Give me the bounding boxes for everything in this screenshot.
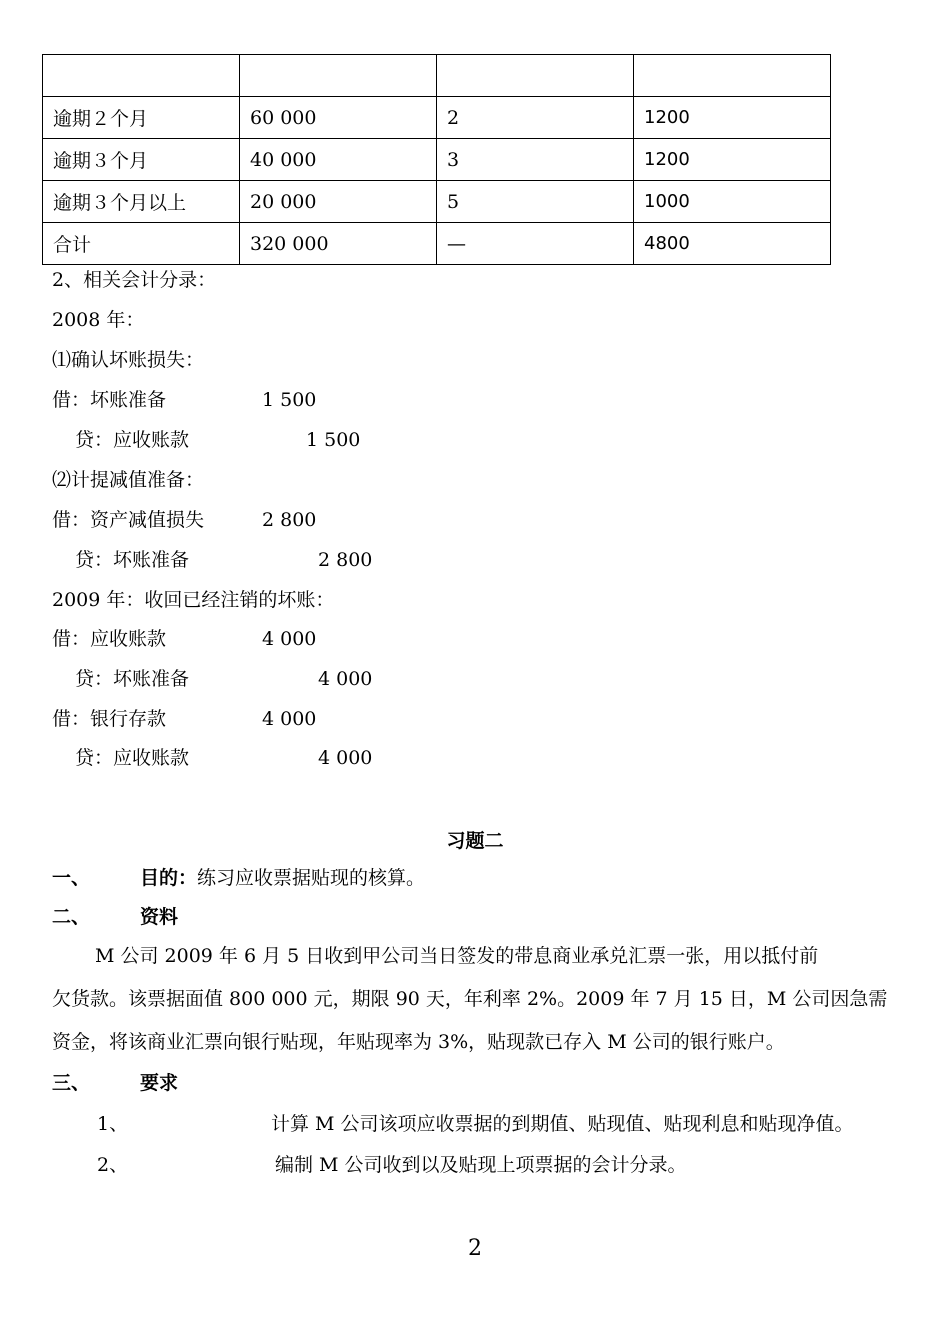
- table-cell: 1000: [634, 181, 831, 223]
- material-paragraph-line-3: 资金，将该商业汇票向银行贴现，年贴现率为 3%，贴现款已存入 M 公司的银行账户。: [52, 1031, 785, 1053]
- table-cell: 1200: [634, 139, 831, 181]
- table-cell: —: [437, 223, 634, 265]
- table-cell: 4800: [634, 223, 831, 265]
- section-1-text: 练习应收票据贴现的核算。: [197, 867, 426, 889]
- section-1-label: 目的：: [140, 867, 198, 889]
- step-2-label: ⑵计提减值准备：: [52, 469, 205, 491]
- table-cell: 逾期３个月: [43, 139, 240, 181]
- table-cell: [43, 55, 240, 97]
- table-cell: 合计: [43, 223, 240, 265]
- entry-1-credit: 贷：应收账款: [75, 429, 190, 451]
- entry-3-credit: 贷：坏账准备: [75, 668, 190, 690]
- table-cell: 2: [437, 97, 634, 139]
- material-paragraph-line-1: M 公司 2009 年 6 月 5 日收到甲公司当日签发的带息商业承兑汇票一张，用以抵付前: [95, 945, 819, 967]
- entries-heading: 2、相关会计分录：: [52, 269, 217, 291]
- table-row: [43, 139, 831, 181]
- entry-2-debit-amount: 2 800: [262, 509, 317, 531]
- step-1-label: ⑴确认坏账损失：: [52, 349, 205, 371]
- section-1-number: 一、: [52, 867, 91, 889]
- section-1-line: [140, 866, 425, 890]
- table-row: [43, 181, 831, 223]
- table-cell: 5: [437, 181, 634, 223]
- table-cell: 逾期２个月: [43, 97, 240, 139]
- table-row: [43, 223, 831, 265]
- entry-3-debit: 借：应收账款: [52, 628, 167, 650]
- table-cell: 20 000: [240, 181, 437, 223]
- entry-3-debit-amount: 4 000: [262, 628, 317, 650]
- table-cell: 1200: [634, 97, 831, 139]
- entry-4-debit-amount: 4 000: [262, 708, 317, 730]
- requirement-1-number: 1、: [97, 1113, 129, 1135]
- table-cell: [437, 55, 634, 97]
- table-cell: 40 000: [240, 139, 437, 181]
- section-2-label: 资料: [140, 906, 179, 928]
- entry-1-credit-amount: 1 500: [306, 429, 361, 451]
- section-2-number: 二、: [52, 906, 91, 928]
- entry-2-credit: 贷：坏账准备: [75, 549, 190, 571]
- table-row: [43, 97, 831, 139]
- table-cell: 3: [437, 139, 634, 181]
- entry-3-credit-amount: 4 000: [318, 668, 373, 690]
- requirement-2-text: 编制 M 公司收到以及贴现上项票据的会计分录。: [275, 1154, 687, 1176]
- requirement-2-number: 2、: [97, 1154, 129, 1176]
- table-row: [43, 55, 831, 97]
- year-2008-label: 2008 年：: [52, 309, 145, 331]
- table-cell: [634, 55, 831, 97]
- entry-4-credit-amount: 4 000: [318, 747, 373, 769]
- entry-4-debit: 借：银行存款: [52, 708, 167, 730]
- section-3-number: 三、: [52, 1072, 91, 1094]
- entry-2-credit-amount: 2 800: [318, 549, 373, 571]
- table-cell: 逾期３个月以上: [43, 181, 240, 223]
- table-cell: [240, 55, 437, 97]
- entry-1-debit-amount: 1 500: [262, 389, 317, 411]
- year-2009-label: 2009 年：收回已经注销的坏账：: [52, 589, 335, 611]
- entry-2-debit: 借：资产减值损失: [52, 509, 205, 531]
- page-number: 2: [468, 1236, 482, 1261]
- table-cell: 60 000: [240, 97, 437, 139]
- table-cell: 320 000: [240, 223, 437, 265]
- aging-table: [42, 54, 831, 265]
- entry-4-credit: 贷：应收账款: [75, 747, 190, 769]
- entry-1-debit: 借：坏账准备: [52, 389, 167, 411]
- material-paragraph-line-2: 欠货款。该票据面值 800 000 元，期限 90 天，年利率 2%。2009 年 7 月 15 日，M 公司因急需: [52, 988, 888, 1010]
- requirement-1-text: 计算 M 公司该项应收票据的到期值、贴现值、贴现利息和贴现净值。: [271, 1113, 854, 1135]
- exercise-title: 习题二: [446, 830, 504, 852]
- section-3-label: 要求: [140, 1072, 179, 1094]
